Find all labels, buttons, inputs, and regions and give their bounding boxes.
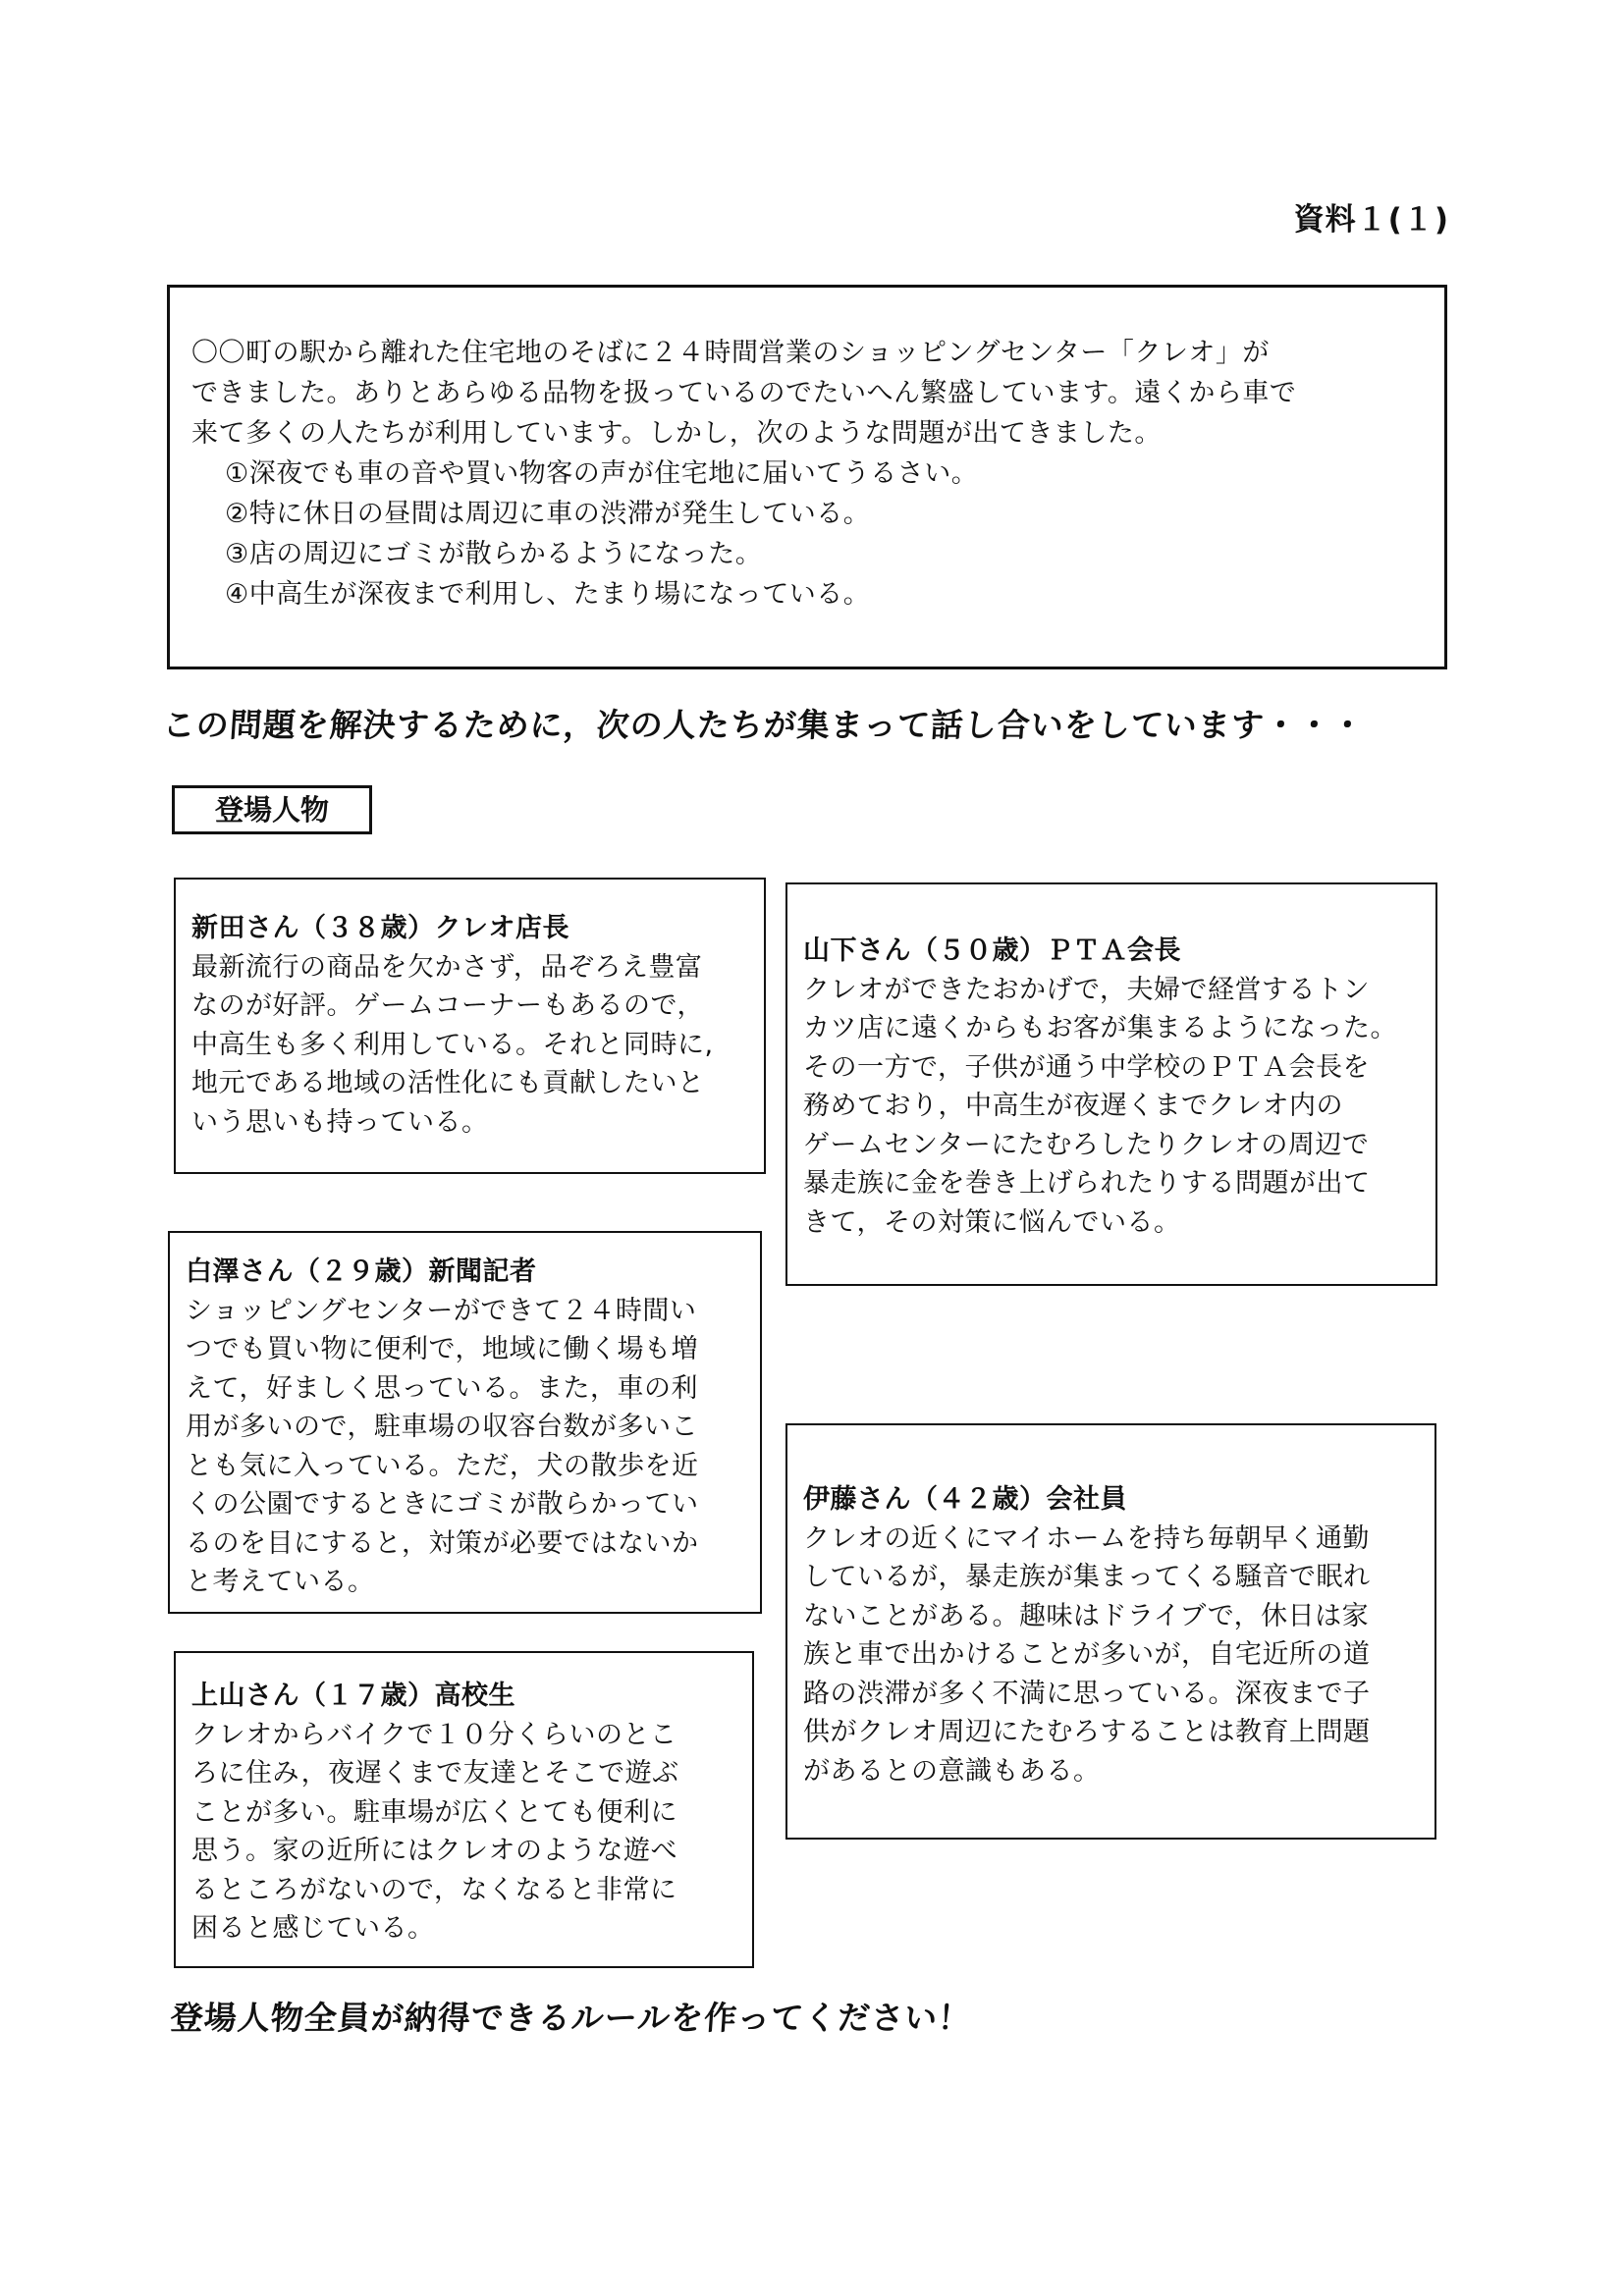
character-text: 困ると感じている。 [191,1913,435,1944]
character-text: 務めており，中高生が夜遅くまでクレオ内の [803,1091,1343,1121]
character-text: るところがないので，なくなると非常に [191,1874,677,1905]
character-text: なのが好評。ゲームコーナーもあるので， [191,990,704,1021]
character-name: 山下さん（５０歳）ＰＴＡ会長 [803,935,1181,966]
scenario-line: 来て多くの人たちが利用しています。しかし，次のような問題が出てきました。 [191,418,1162,449]
character-text: があるとの意識もある。 [803,1755,1101,1787]
issue-item: ②特に休日の昼間は周辺に車の渋滞が発生している。 [225,499,871,529]
character-text: くの公園でするときにゴミが散らかってい [186,1489,699,1520]
character-card-ito [785,1423,1436,1840]
discussion-banner: この問題を解決するために，次の人たちが集まって話し合いをしています・・・ [161,706,1367,744]
character-text: カツ店に遠くからもお客が集まるようになった。 [803,1013,1397,1043]
character-text: るのを目にすると，対策が必要ではないか [186,1527,699,1559]
scenario-box [167,285,1447,669]
character-text: クレオからバイクで１０分くらいのとこ [191,1719,677,1750]
character-name: 伊藤さん（４２歳）会社員 [803,1484,1127,1515]
character-text: ことが多い。駐車場が広くとても便利に [191,1796,677,1828]
character-text: つでも買い物に便利で，地域に働く場も増 [186,1334,698,1364]
document-label: 資料１(１) [1293,202,1449,238]
character-card-shirasawa [168,1231,762,1614]
character-card-nitta [174,878,766,1174]
closing-instruction: 登場人物全員が納得できるルールを作ってください！ [169,1999,973,2037]
character-text: クレオの近くにマイホームを持ち毎朝早く通勤 [803,1522,1370,1554]
character-text: いう思いも持っている。 [191,1106,489,1138]
character-text: ゲームセンターにたむろしたりクレオの周辺で [803,1129,1370,1160]
character-text: 暴走族に金を巻き上げられたりする問題が出て [803,1168,1371,1199]
scenario-line: できました。ありとあらゆる品物を扱っているのでたいへん繁盛しています。遠くから車で [191,378,1297,408]
character-text: 供がクレオ周辺にたむろすることは教育上問題 [803,1717,1371,1747]
character-text: 用が多いので，駐車場の収容台数が多いこ [186,1412,698,1442]
character-text: 路の渋滞が多く不満に思っている。深夜まで子 [803,1678,1371,1709]
character-text: その一方で，子供が通う中学校のＰＴＡ会長を [803,1051,1370,1083]
character-card-kamiyama [174,1651,754,1968]
character-name: 新田さん（３８歳）クレオ店長 [191,913,569,943]
character-text: えて，好ましく思っている。また，車の利 [186,1372,698,1404]
character-text: 地元である地域の活性化にも貢献したいと [191,1068,705,1098]
cast-heading: 登場人物 [172,785,372,834]
character-text: 最新流行の商品を欠かさず，品ぞろえ豊富 [191,951,703,983]
character-text: ろに住み，夜遅くまで友達とそこで遊ぶ [191,1758,679,1789]
character-name: 白澤さん（２９歳）新聞記者 [186,1256,537,1287]
character-text: とも気に入っている。ただ，犬の散歩を近 [186,1450,699,1481]
character-name: 上山さん（１７歳）高校生 [191,1681,515,1711]
character-text: クレオができたおかげで，夫婦で経営するトン [803,974,1370,1005]
character-text: 族と車で出かけることが多いが，自宅近所の道 [803,1639,1371,1670]
character-text: しているが，暴走族が集まってくる騒音で眠れ [803,1562,1371,1592]
character-text: 中高生も多く利用している。それと同時に, [191,1029,714,1060]
scenario-line: 〇〇町の駅から離れた住宅地のそばに２４時間営業のショッピングセンター「クレオ」が [191,338,1270,368]
issue-item: ④中高生が深夜まで利用し、たまり場になっている。 [225,579,871,610]
character-text: きて，その対策に悩んでいる。 [803,1206,1181,1238]
character-card-yamashita [785,882,1437,1286]
issue-item: ③店の周辺にゴミが散らかるようになった。 [225,539,763,569]
issue-item: ①深夜でも車の音や買い物客の声が住宅地に届いてうるさい。 [225,458,979,489]
character-text: と考えている。 [186,1567,375,1597]
character-text: 思う。家の近所にはクレオのような遊べ [191,1836,677,1866]
character-text: ないことがある。趣味はドライブで，休日は家 [803,1600,1370,1631]
character-text: ショッピングセンターができて２４時間い [186,1295,697,1326]
